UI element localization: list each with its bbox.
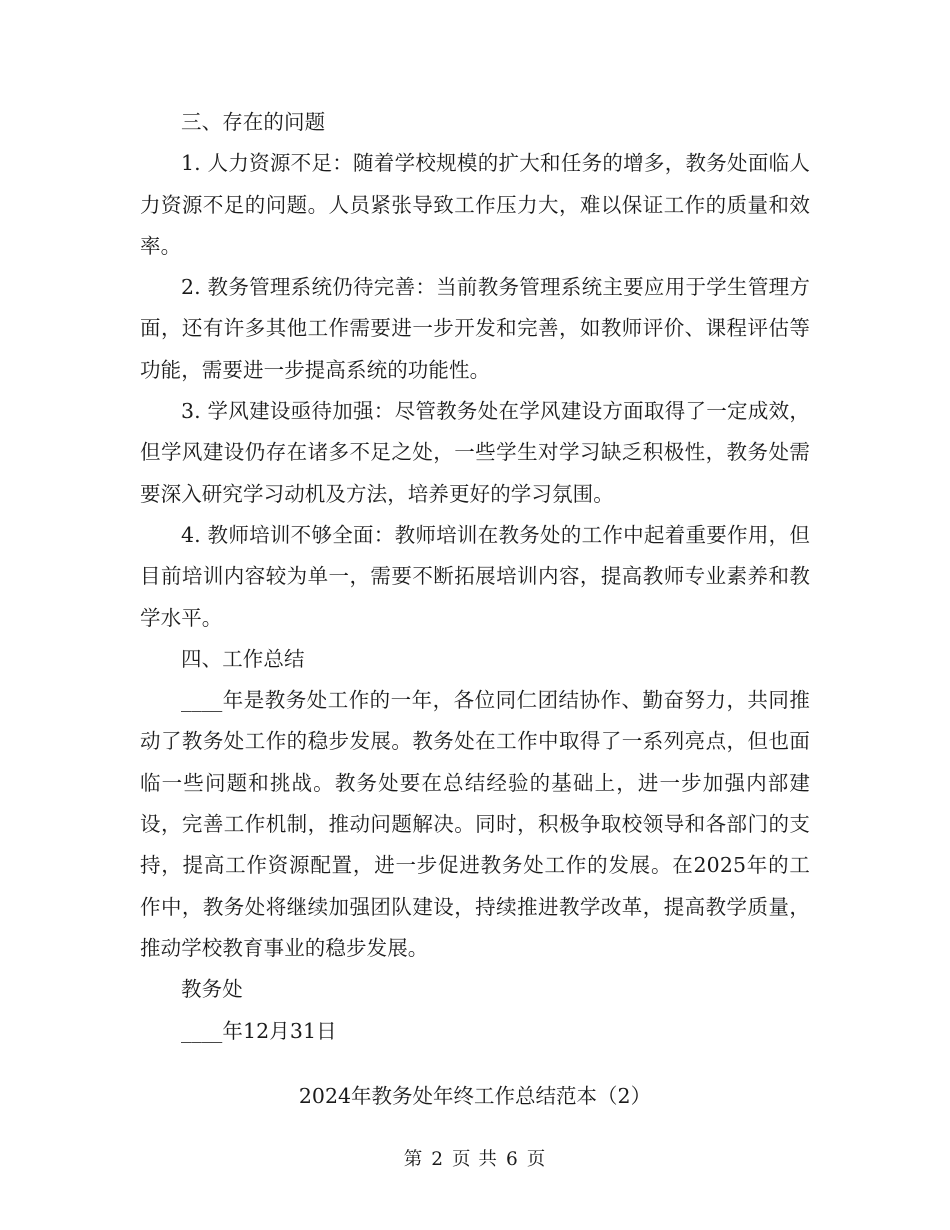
section-heading-summary: 四、工作总结 [181, 646, 305, 671]
problem-paragraph-1: 1. 人力资源不足：随着学校规模的扩大和任务的增多，教务处面临人力资源不足的问题。人员紧张导致工作压力大，难以保证工作的质量和效率。 [140, 151, 810, 258]
document-body [140, 102, 810, 1052]
summary-paragraph: ____年是教务处工作的一年，各位同仁团结协作、勤奋努力，共同推动了教务处工作的稳步发展。教务处在工作中取得了一系列亮点，但也面临一些问题和挑战。教务处要在总结经验的基础上，进一步加强内部建设，完善工作机制，推动问题解决。同时，积极争取校领导和各部门的支持，提高工作资源配置，进一步促进教务处工作的发展。在2025年的工作中，教务处将继续加强团队建设，持续推进教学改革，提高教学质量，推动学校教育事业的稳步发展。 [140, 688, 810, 960]
signature-line: 教务处 [181, 977, 243, 1002]
problem-paragraph-2: 2. 教务管理系统仍待完善：当前教务管理系统主要应用于学生管理方面，还有许多其他工作需要进一步开发和完善，如教师评价、课程评估等功能，需要进一步提高系统的功能性。 [140, 275, 810, 382]
page-footer [0, 1146, 950, 1174]
date-line: ____年12月31日 [181, 1018, 337, 1043]
next-document-title: 2024年教务处年终工作总结范本（2） [298, 1084, 652, 1108]
problem-paragraph-4: 4. 教师培训不够全面：教师培训在教务处的工作中起着重要作用，但目前培训内容较为单一，需要不断拓展培训内容，提高教师专业素养和教学水平。 [140, 522, 810, 630]
problem-paragraph-3: 3. 学风建设亟待加强：尽管教务处在学风建设方面取得了一定成效，但学风建设仍存在诸多不足之处，一些学生对学习缺乏积极性，教务处需要深入研究学习动机及方法，培养更好的学习氛围。 [140, 399, 810, 506]
footer-middle: 页 共 [452, 1149, 498, 1170]
footer-total-pages: 6 [505, 1149, 519, 1170]
footer-suffix: 页 [526, 1149, 547, 1170]
footer-prefix: 第 [403, 1149, 424, 1170]
footer-current-page: 2 [431, 1149, 445, 1170]
section-heading-problems: 三、存在的问题 [181, 110, 326, 134]
